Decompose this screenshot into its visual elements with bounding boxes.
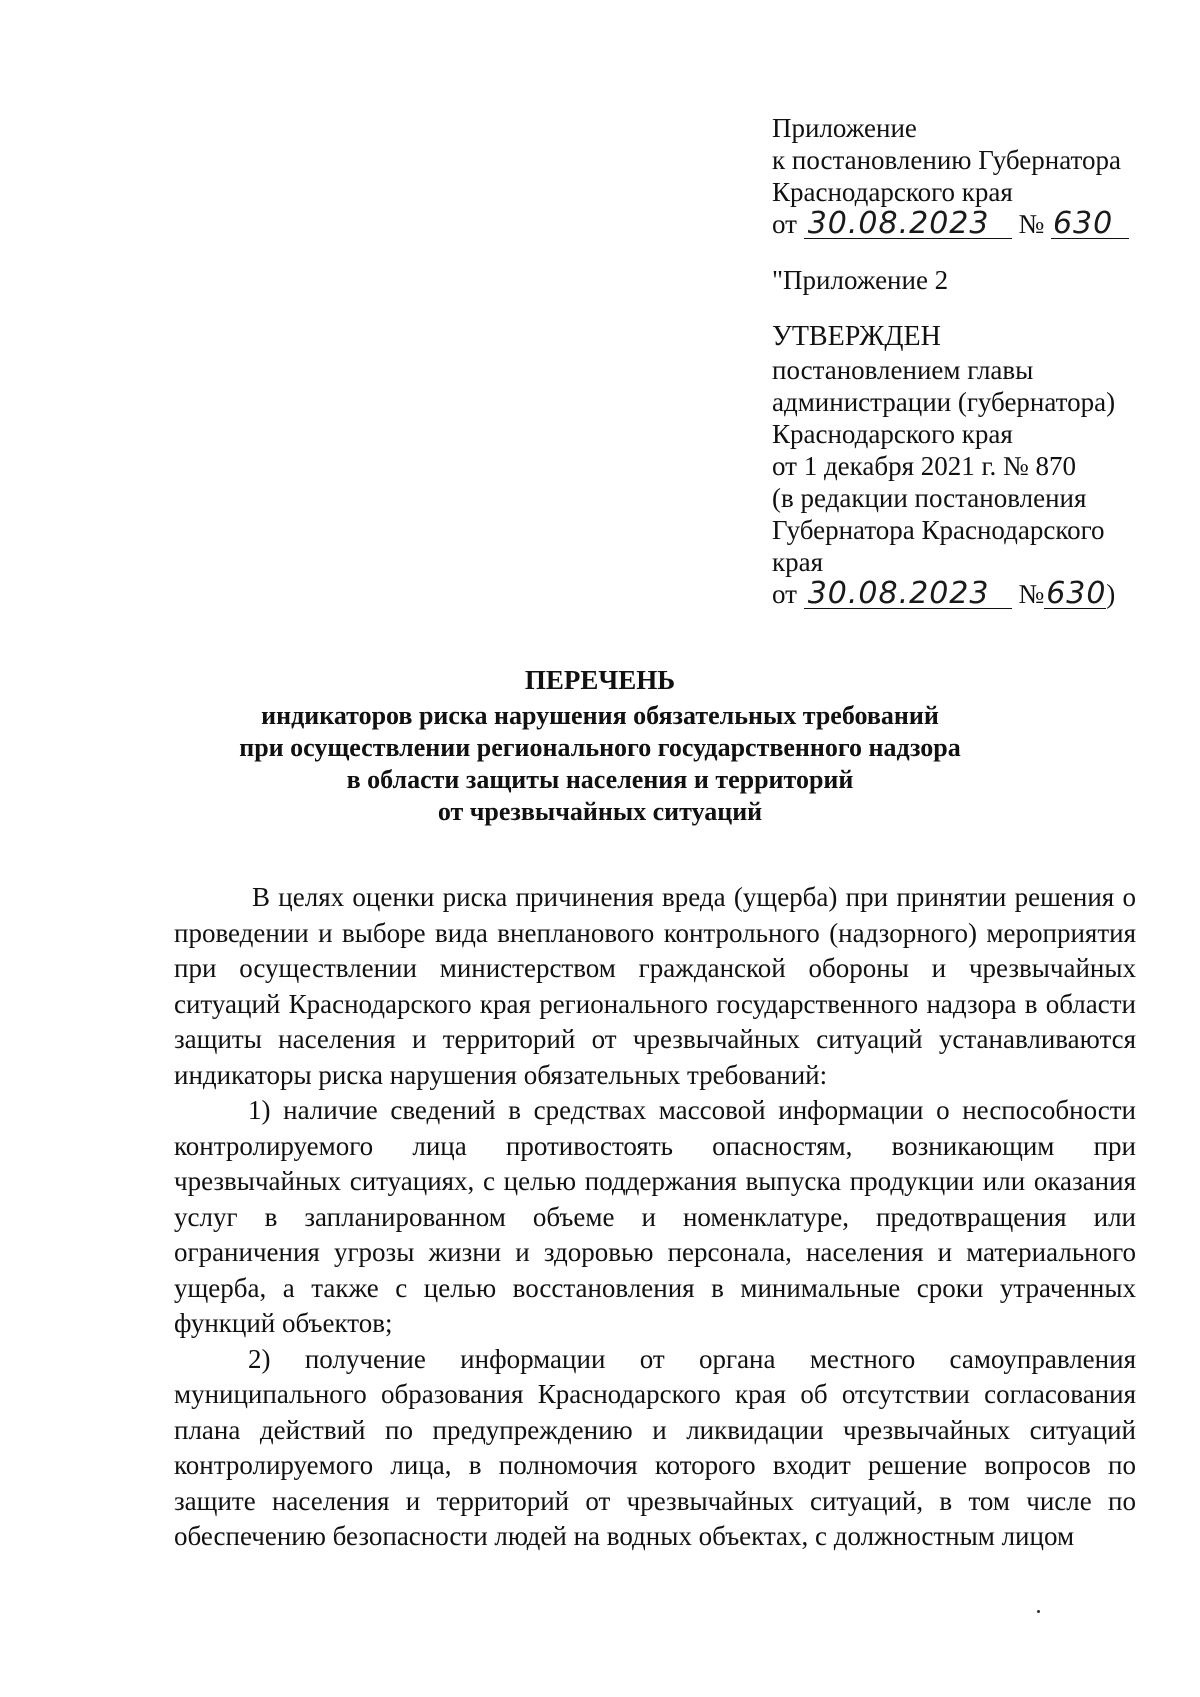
annex-region: Краснодарского края (772, 177, 1013, 207)
approved-line-4: от 1 декабря 2021 г. № 870 (772, 451, 1077, 481)
title-line-1: индикаторов риска нарушения обязательных требований (261, 701, 939, 730)
number-sign: № (1018, 579, 1045, 609)
annex-header (772, 112, 1172, 610)
handwritten-date: 30.08.2023 (804, 580, 1012, 609)
annex-title: Приложение (772, 113, 917, 143)
approved-line-2: администрации (губернатора) (772, 387, 1116, 417)
annex2-heading: "Приложение 2 (772, 265, 949, 295)
title-line-4: от чрезвычайных ситуаций (437, 797, 763, 826)
title-line-3: в области защиты населения и территорий (346, 765, 854, 794)
approved-date-line (772, 578, 1172, 610)
approved-line-7: края (772, 547, 824, 577)
document-body (174, 880, 1136, 1555)
indicator-item-1: 1) наличие сведений в средствах массовой информации о неспособности контролируемого лица противостоять опасностям, возникающим при чрезвычайных ситуациях, с целью поддержания выпуска продукции или оказания услуг в запланированном объеме и номенклатуре, предотвращения или ограничения угрозы жизни и здоровью персонала, населения и материального ущерба, а также с целью восстановления в минимальные сроки утраченных функций объектов; (174, 1095, 1136, 1338)
annex-date-line (772, 208, 1172, 240)
approved-label: УТВЕРЖДЕН (772, 321, 941, 352)
handwritten-date: 30.08.2023 (804, 210, 1012, 239)
approved-line-5: (в редакции постановления (772, 483, 1087, 513)
number-sign: № (1018, 209, 1045, 239)
closing-paren: ) (1106, 579, 1116, 609)
indicator-item-2: 2) получение информации от органа местного самоуправления муниципального образования Краснодарского края об отсутствии согласования плана действий по предупреждению и ликвидации чрезвычайных ситуаций контролируемого лица, в полномочия которого входит решение вопросов по защите населения и территорий от чрезвычайных ситуаций, в том числе по обеспечению безопасности людей на водных объектах, с должностным лицом (174, 1343, 1136, 1551)
date-prefix: от (772, 209, 797, 239)
approved-line-3: Краснодарского края (772, 419, 1013, 449)
annex-reference: к постановлению Губернатора (772, 145, 1121, 175)
date-prefix: от (772, 579, 797, 609)
scan-speck (1037, 1610, 1040, 1613)
intro-paragraph: В целях оценки риска причинения вреда (ущерба) при принятии решения о проведении и выборе вида внепланового контрольного (надзорного) мероприятия при осуществлении министерством гражданской обороны и чрезвычайных ситуаций Краснодарского края регионального государственного надзора в области защиты населения и территорий от чрезвычайных ситуаций устанавливаются индикаторы риска нарушения обязательных требований: (174, 882, 1136, 1090)
handwritten-number: 630 (1051, 210, 1129, 239)
approved-line-1: постановлением главы (772, 355, 1034, 385)
approved-line-6: Губернатора Краснодарского (772, 515, 1105, 545)
document-title (150, 664, 1050, 828)
handwritten-number: 630 (1046, 576, 1107, 611)
title-main: ПЕРЕЧЕНЬ (524, 665, 676, 695)
title-line-2: при осуществлении регионального государственного надзора (239, 733, 961, 762)
